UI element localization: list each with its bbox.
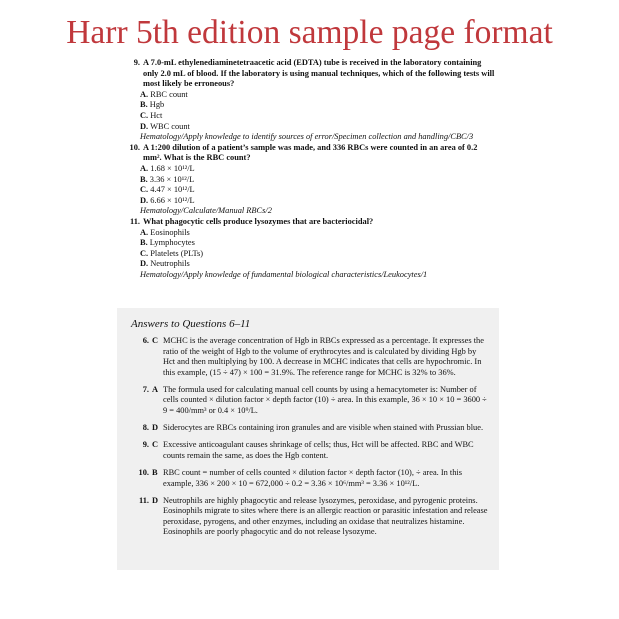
question-stem [126, 143, 496, 164]
option-text: Eosinophils [150, 227, 190, 237]
option-b [140, 175, 496, 186]
question-category-tag: Hematology/Calculate/Manual RBCs/2 [140, 206, 272, 216]
answer-letter: A [152, 384, 159, 394]
option-text: 1.68 × 10¹²/L [150, 163, 195, 173]
answer-letter: D [152, 495, 159, 505]
question-text: A 1:200 dilution of a patient’s sample was made, and 336 RBCs were counted in an area of 0.2 mm². What is the RBC count? [143, 142, 478, 163]
answer-explanation: MCHC is the average concentration of Hgb in RBCs expressed as a percentage. It expresses the ratio of the weight of Hgb to the volume of erythrocytes and is calculated by dividing Hgb by Hct and then multiplying by 100. A decrease in MCHC indicates that cells are hypochromic. In this example, (15 ÷ 47) × 100 = 31.9%. The reference range for MCHC is 32% to 36%. [163, 336, 484, 377]
answer-11 [131, 496, 489, 538]
option-letter: C. [140, 110, 149, 120]
option-text: Platelets (PLTs) [150, 248, 204, 258]
option-letter: D. [140, 259, 149, 269]
answer-letter: C [152, 440, 159, 450]
option-text: Lymphocytes [149, 238, 195, 248]
answer-6 [131, 336, 489, 378]
question-number: 9. [133, 58, 140, 67]
answer-explanation: Neutrophils are highly phagocytic and release lysozymes, peroxidase, and pyrogenic proteins. Eosinophils migrate to sites where there is an allergic reaction or parasitic infestation and release peroxidase, pyrogens, and other enzymes, including an oxidase that neutralizes histamine. Eosinophils are poorly phagocytic and do not release lysozyme. [163, 495, 488, 537]
option-letter: D. [140, 195, 149, 205]
answer-number: 7. [142, 384, 149, 394]
page-title: Harr 5th edition sample page format [66, 14, 553, 51]
option-b [140, 238, 496, 249]
answer-number: 6. [142, 336, 149, 345]
questions-section [126, 58, 496, 280]
option-c [140, 111, 496, 122]
question-9 [126, 58, 496, 143]
option-letter: B. [140, 100, 148, 110]
answer-number: 10. [138, 467, 149, 477]
answer-7 [131, 385, 489, 417]
question-10 [126, 143, 496, 217]
option-list [126, 228, 496, 270]
answer-9 [131, 440, 489, 461]
option-b [140, 100, 496, 111]
question-category-tag: Hematology/Apply knowledge to identify sources of error/Specimen collection and handling/CBC/3 [140, 132, 474, 142]
option-c [140, 185, 496, 196]
question-11 [126, 217, 496, 281]
answer-10 [131, 468, 489, 489]
question-text: A 7.0-mL ethylenediaminetetraacetic acid (EDTA) tube is received in the laboratory containing only 2.0 mL of blood. If the laboratory is using manual techniques, which of the following tests will most likely be erroneous? [143, 58, 495, 89]
option-d [140, 196, 496, 207]
answer-number: 11. [138, 495, 149, 505]
option-letter: A. [140, 163, 149, 173]
option-letter: C. [140, 248, 149, 258]
option-text: Hct [150, 110, 163, 120]
option-text: WBC count [150, 121, 190, 131]
option-letter: D. [140, 121, 149, 131]
option-letter: B. [140, 238, 148, 248]
answer-letter: D [152, 423, 159, 433]
question-stem [126, 58, 496, 90]
answer-explanation: RBC count = number of cells counted × dilution factor × depth factor (10), ÷ area. In this example, 336 × 200 × 10 = 672,000 ÷ 0.2 = 3.36 × 10⁶/mm³ = 3.36 × 10¹²/L. [163, 467, 463, 488]
option-text: 6.66 × 10¹²/L [150, 195, 195, 205]
option-text: 4.47 × 10¹²/L [150, 185, 195, 195]
answers-box [117, 308, 499, 570]
answer-explanation: Excessive anticoagulant causes shrinkage of cells; thus, Hct will be affected. RBC and WBC counts remain the same, as does the Hgb content. [163, 440, 474, 460]
option-letter: B. [140, 174, 148, 184]
option-letter: A. [140, 89, 149, 99]
option-a [140, 90, 496, 101]
answer-8 [131, 423, 489, 434]
answer-explanation: Siderocytes are RBCs containing iron granules and are visible when stained with Prussian blue. [163, 423, 484, 433]
option-text: Neutrophils [150, 259, 190, 269]
question-stem [126, 217, 496, 228]
answer-letter: C [152, 336, 159, 345]
option-a [140, 228, 496, 239]
question-text: What phagocytic cells produce lysozymes that are bacteriocidal? [143, 216, 374, 226]
question-number: 10. [129, 142, 140, 152]
answer-number: 9. [142, 440, 149, 450]
answer-letter: B [152, 467, 158, 477]
option-text: Hgb [149, 100, 165, 110]
option-a [140, 164, 496, 175]
option-text: RBC count [150, 89, 188, 99]
answers-list [131, 336, 489, 545]
answer-number: 8. [142, 423, 149, 433]
option-c [140, 249, 496, 260]
option-d [140, 259, 496, 270]
option-list [126, 90, 496, 132]
option-list [126, 164, 496, 206]
option-letter: A. [140, 227, 149, 237]
option-d [140, 122, 496, 133]
answers-title: Answers to Questions 6–11 [131, 318, 251, 330]
option-text: 3.36 × 10¹²/L [149, 174, 195, 184]
question-number: 11. [129, 216, 140, 226]
answer-explanation: The formula used for calculating manual cell counts by using a hemacytometer is: Number of cells counted × dilution factor × depth factor (10) ÷ area. In this example, 36 × 10 × 10 = 3600 ÷ 9 = 400/mm³ or 0.4 × 10⁹/L. [163, 384, 487, 416]
question-category-tag: Hematology/Apply knowledge of fundamental biological characteristics/Leukocytes/1 [140, 269, 428, 279]
option-letter: C. [140, 185, 149, 195]
